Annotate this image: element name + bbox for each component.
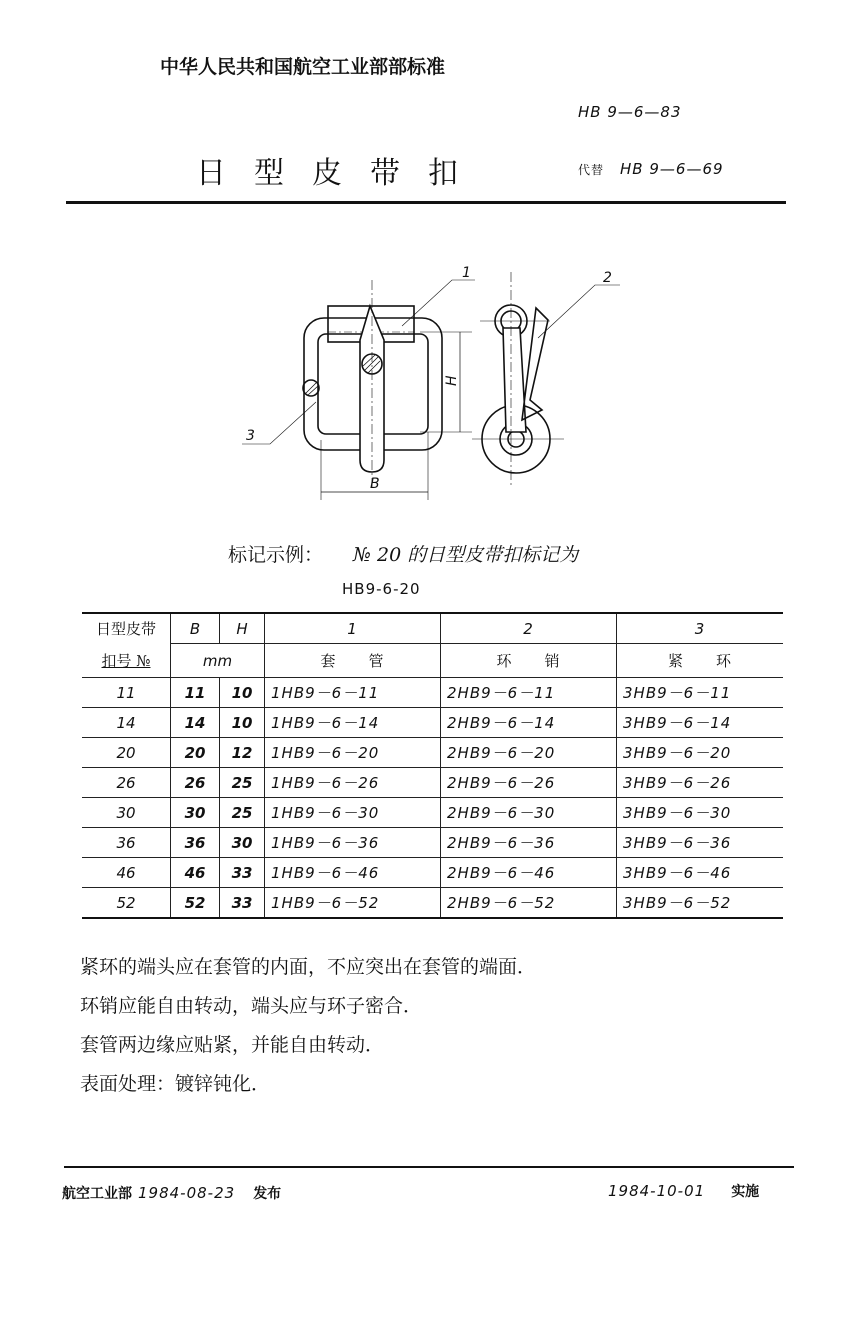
cell-no: 11 bbox=[82, 678, 171, 708]
header-part1-number: 1 bbox=[265, 613, 441, 644]
cell-part3: 3HB9－6－26 bbox=[617, 768, 784, 798]
table-row bbox=[82, 678, 783, 708]
marking-example-code: HB9-6-20 bbox=[342, 580, 421, 598]
cell-b: 36 bbox=[171, 828, 220, 858]
replaces-label: 代替 bbox=[578, 163, 605, 177]
cell-part3: 3HB9－6－52 bbox=[617, 888, 784, 919]
table-row bbox=[82, 738, 783, 768]
effective-date: 1984-10-01 bbox=[608, 1182, 706, 1200]
header-h: H bbox=[220, 613, 265, 644]
marking-example bbox=[228, 540, 578, 567]
cell-h: 25 bbox=[220, 768, 265, 798]
cell-h: 10 bbox=[220, 678, 265, 708]
cell-part2: 2HB9－6－46 bbox=[441, 858, 617, 888]
buckle-drawing bbox=[220, 260, 640, 510]
note-line: 套管两边缘应贴紧，并能自由转动． bbox=[80, 1034, 385, 1056]
spec-table bbox=[82, 612, 783, 919]
header-part1-name: 套 管 bbox=[265, 644, 441, 678]
cell-no: 26 bbox=[82, 768, 171, 798]
marking-example-label: 标记示例： bbox=[228, 544, 324, 566]
effective-info bbox=[608, 1181, 759, 1201]
cell-part2: 2HB9－6－20 bbox=[441, 738, 617, 768]
table-header-row-2 bbox=[82, 644, 783, 678]
cell-part2: 2HB9－6－26 bbox=[441, 768, 617, 798]
cell-h: 33 bbox=[220, 888, 265, 919]
replaces-standard bbox=[578, 160, 724, 178]
callout-1: 1 bbox=[462, 265, 471, 281]
cell-part3: 3HB9－6－36 bbox=[617, 828, 784, 858]
cell-part3: 3HB9－6－46 bbox=[617, 858, 784, 888]
table-row bbox=[82, 708, 783, 738]
cell-part1: 1HB9－6－46 bbox=[265, 858, 441, 888]
cell-part2: 2HB9－6－14 bbox=[441, 708, 617, 738]
cell-part3: 3HB9－6－14 bbox=[617, 708, 784, 738]
cell-b: 20 bbox=[171, 738, 220, 768]
dim-b-label: B bbox=[370, 476, 380, 492]
dim-h-label: H bbox=[444, 375, 460, 386]
cell-no: 30 bbox=[82, 798, 171, 828]
cell-h: 12 bbox=[220, 738, 265, 768]
cell-part3: 3HB9－6－30 bbox=[617, 798, 784, 828]
table-header-row-1 bbox=[82, 613, 783, 644]
table-row bbox=[82, 888, 783, 919]
header-part3-number: 3 bbox=[617, 613, 784, 644]
header-no-line1: 日型皮带 bbox=[82, 613, 171, 644]
cell-b: 52 bbox=[171, 888, 220, 919]
cell-part3: 3HB9－6－11 bbox=[617, 678, 784, 708]
cell-no: 14 bbox=[82, 708, 171, 738]
cell-part3: 3HB9－6－20 bbox=[617, 738, 784, 768]
cell-h: 33 bbox=[220, 858, 265, 888]
cell-h: 30 bbox=[220, 828, 265, 858]
table-row bbox=[82, 828, 783, 858]
cell-part2: 2HB9－6－11 bbox=[441, 678, 617, 708]
replaces-number: HB 9—6—69 bbox=[620, 160, 724, 178]
cell-no: 52 bbox=[82, 888, 171, 919]
issuing-organization: 中华人民共和国航空工业部部标准 bbox=[160, 56, 446, 78]
cell-h: 25 bbox=[220, 798, 265, 828]
note-line: 表面处理：镀锌钝化． bbox=[80, 1073, 271, 1095]
table-row bbox=[82, 768, 783, 798]
footer-divider bbox=[64, 1166, 794, 1168]
cell-b: 30 bbox=[171, 798, 220, 828]
cell-no: 46 bbox=[82, 858, 171, 888]
technical-requirements bbox=[80, 948, 536, 1104]
marking-example-text: № 20 的日型皮带扣标记为 bbox=[353, 544, 579, 566]
issue-label: 发布 bbox=[253, 1186, 282, 1202]
cell-b: 26 bbox=[171, 768, 220, 798]
cell-part1: 1HB9－6－30 bbox=[265, 798, 441, 828]
cell-part1: 1HB9－6－26 bbox=[265, 768, 441, 798]
header-unit: mm bbox=[171, 644, 265, 678]
callout-2: 2 bbox=[603, 270, 612, 286]
cell-b: 11 bbox=[171, 678, 220, 708]
cell-part2: 2HB9－6－52 bbox=[441, 888, 617, 919]
cell-part1: 1HB9－6－52 bbox=[265, 888, 441, 919]
cell-no: 20 bbox=[82, 738, 171, 768]
header-b: B bbox=[171, 613, 220, 644]
cell-h: 10 bbox=[220, 708, 265, 738]
cell-part1: 1HB9－6－11 bbox=[265, 678, 441, 708]
header-no-line2: 扣号 № bbox=[82, 644, 171, 678]
standard-number: HB 9—6—83 bbox=[578, 103, 682, 121]
cell-part2: 2HB9－6－36 bbox=[441, 828, 617, 858]
cell-part1: 1HB9－6－36 bbox=[265, 828, 441, 858]
note-line: 环销应能自由转动，端头应与环子密合． bbox=[80, 995, 423, 1017]
issue-info bbox=[62, 1183, 281, 1203]
cell-no: 36 bbox=[82, 828, 171, 858]
cell-part1: 1HB9－6－20 bbox=[265, 738, 441, 768]
table-row bbox=[82, 858, 783, 888]
cell-part1: 1HB9－6－14 bbox=[265, 708, 441, 738]
cell-b: 46 bbox=[171, 858, 220, 888]
cell-b: 14 bbox=[171, 708, 220, 738]
issuer: 航空工业部 bbox=[62, 1186, 132, 1202]
callout-3: 3 bbox=[246, 428, 255, 444]
effective-label: 实施 bbox=[731, 1184, 760, 1200]
document-title: 日型皮带扣 bbox=[196, 156, 486, 191]
header-part3-name: 紧 环 bbox=[617, 644, 784, 678]
header-part2-number: 2 bbox=[441, 613, 617, 644]
header-divider bbox=[66, 201, 786, 204]
cell-part2: 2HB9－6－30 bbox=[441, 798, 617, 828]
issue-date: 1984-08-23 bbox=[138, 1184, 236, 1202]
note-line: 紧环的端头应在套管的内面，不应突出在套管的端面． bbox=[80, 956, 537, 978]
side-view bbox=[472, 272, 620, 488]
table-row bbox=[82, 798, 783, 828]
front-view bbox=[242, 280, 475, 500]
header-part2-name: 环 销 bbox=[441, 644, 617, 678]
